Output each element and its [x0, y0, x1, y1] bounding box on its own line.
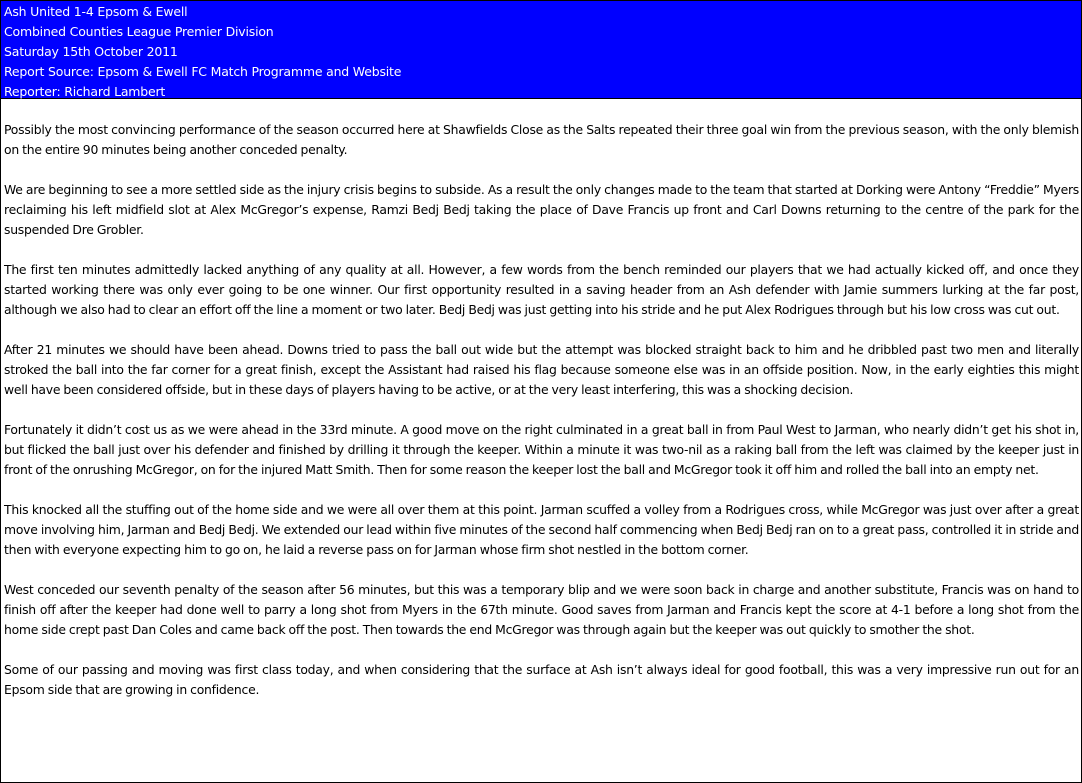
competition-line: Combined Counties League Premier Division: [4, 24, 274, 39]
report-paragraph: We are beginning to see a more settled side as the injury crisis begins to subside. As a result the only changes made to the team that started at Dorking were Antony “Freddie” Myers reclaiming his left midfield slot at Alex McGregor’s expense, Ramzi Bedj Bedj taking the place of Dave Francis up front and Carl Downs returning to the centre of the park for the suspended Dre Grobler.: [4, 182, 1079, 237]
report-body: [1, 99, 1081, 700]
report-paragraph: The first ten minutes admittedly lacked anything of any quality at all. However, a few words from the bench reminded our players that we had actually kicked off, and once they started working there was only ever going to be one winner. Our first opportunity resulted in a saving header from an Ash defender with Jamie summers lurking at the far post, although we also had to clear an effort off the line a moment or two later. Bedj Bedj was just getting into his stride and he put Alex Rodrigues through but his low cross was cut out.: [4, 262, 1079, 317]
report-paragraph: This knocked all the stuffing out of the home side and we were all over them at this point. Jarman scuffed a volley from a Rodrigues cross, while McGregor was just over after a great move involving him, Jarman and Bedj Bedj. We extended our lead within five minutes of the second half commencing when Bedj Bedj ran on to a great pass, controlled it in stride and then with everyone expecting him to go on, he laid a reverse pass on for Jarman whose firm shot nestled in the bottom corner.: [4, 502, 1079, 557]
match-date-line: Saturday 15th October 2011: [4, 44, 178, 59]
match-result-title: Ash United 1-4 Epsom & Ewell: [4, 4, 188, 19]
report-paragraph: After 21 minutes we should have been ahead. Downs tried to pass the ball out wide but the attempt was blocked straight back to him and he dribbled past two men and literally stroked the ball into the far corner for a great finish, except the Assistant had raised his flag because someone else was in an offside position. Now, in the early eighties this might well have been considered offside, but in these days of players having to be active, or at the very least interfering, this was a shocking decision.: [4, 342, 1079, 397]
report-header: [1, 1, 1081, 99]
report-source-line: Report Source: Epsom & Ewell FC Match Programme and Website: [4, 64, 402, 79]
report-paragraph: Fortunately it didn’t cost us as we were ahead in the 33rd minute. A good move on the right culminated in a great ball in from Paul West to Jarman, who nearly didn’t get his shot in, but flicked the ball just over his defender and finished by drilling it through the keeper. Within a minute it was two-nil as a raking ball from the left was claimed by the keeper just in front of the onrushing McGregor, on for the injured Matt Smith. Then for some reason the keeper lost the ball and McGregor took it off him and rolled the ball into an empty net.: [4, 422, 1079, 477]
report-paragraph: Possibly the most convincing performance of the season occurred here at Shawfields Close as the Salts repeated their three goal win from the previous season, with the only blemish on the entire 90 minutes being another conceded penalty.: [4, 122, 1079, 157]
report-paragraph: Some of our passing and moving was first class today, and when considering that the surface at Ash isn’t always ideal for good football, this was a very impressive run out for an Epsom side that are growing in confidence.: [4, 662, 1079, 697]
report-paragraph: West conceded our seventh penalty of the season after 56 minutes, but this was a temporary blip and we were soon back in charge and another substitute, Francis was on hand to finish off after the keeper had done well to parry a long shot from Myers in the 67th minute. Good saves from Jarman and Francis kept the score at 4-1 before a long shot from the home side crept past Dan Coles and came back off the post. Then towards the end McGregor was through again but the keeper was out quickly to smother the shot.: [4, 582, 1079, 637]
reporter-line: Reporter: Richard Lambert: [4, 84, 166, 99]
